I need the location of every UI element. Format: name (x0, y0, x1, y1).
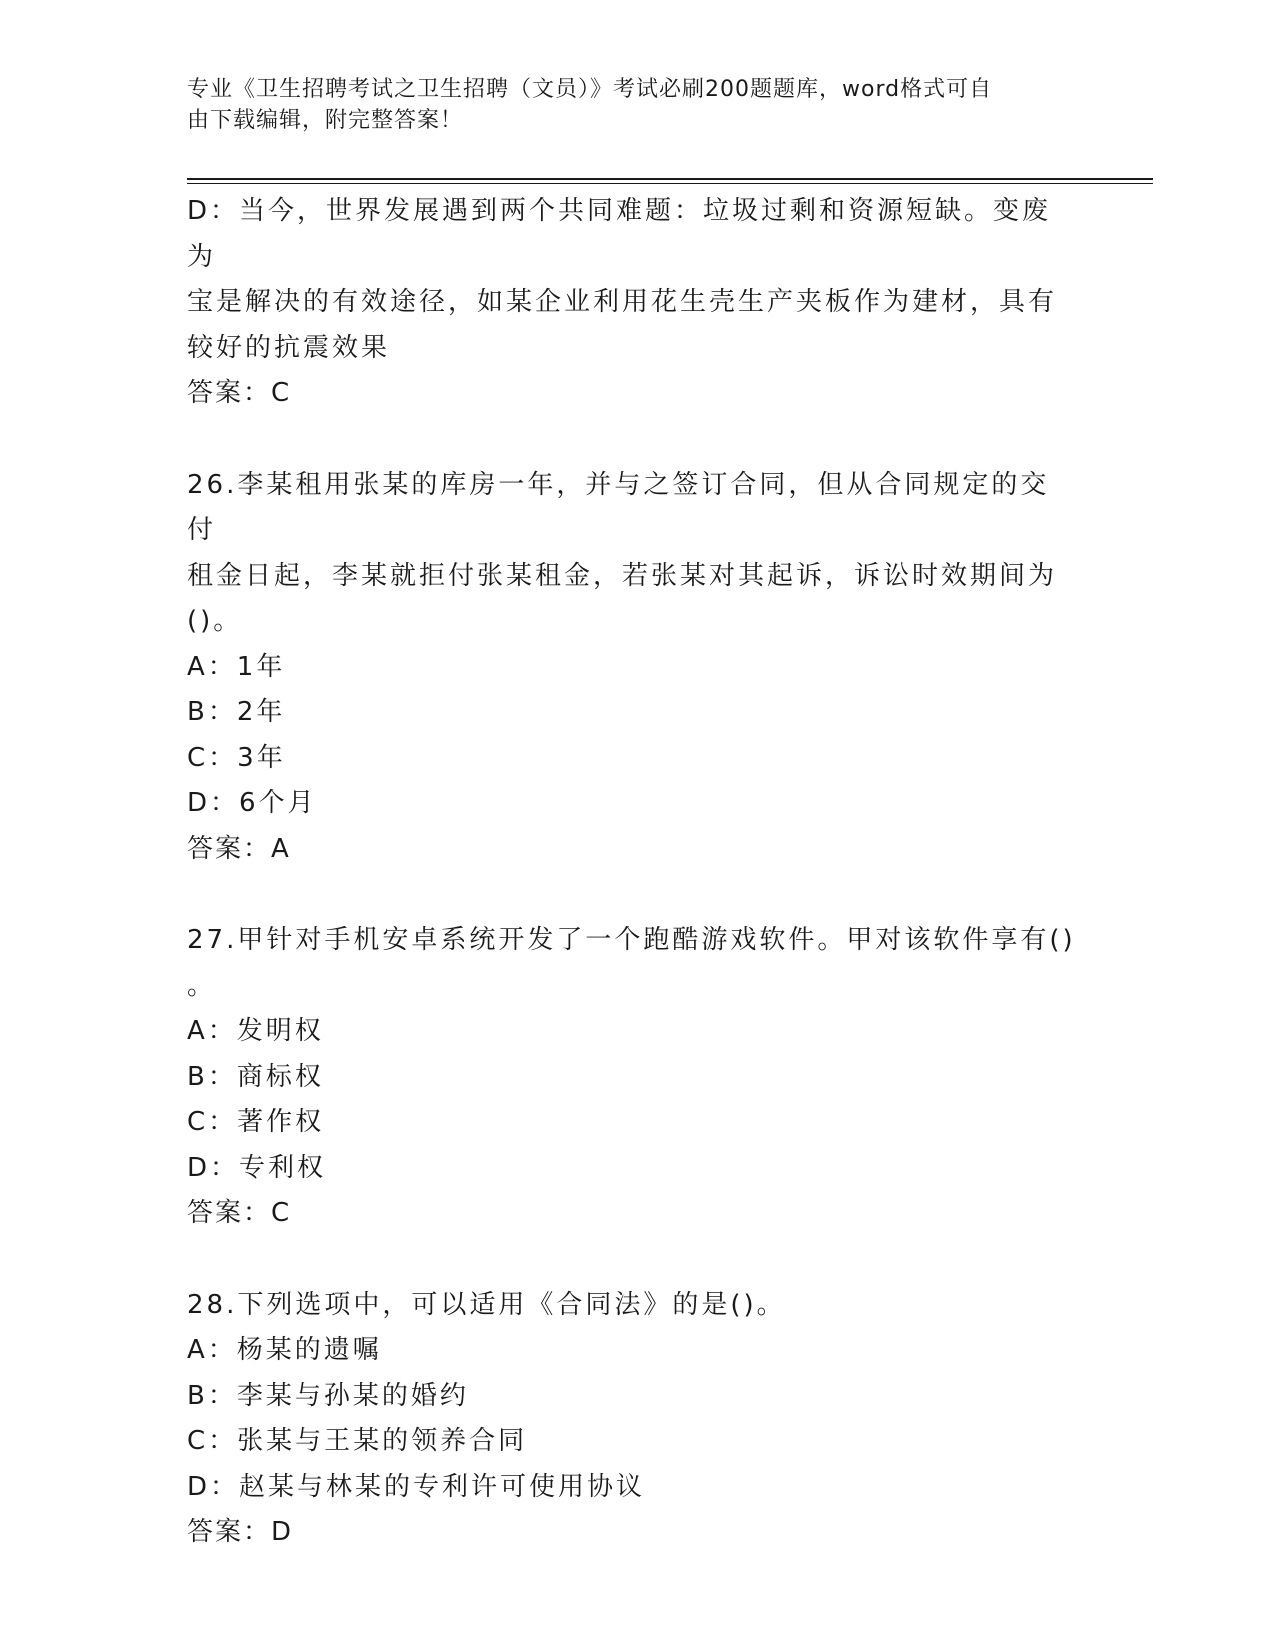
question-stem-line: 。 (187, 970, 217, 1001)
question-stem-line: 27.甲针对手机安卓系统开发了一个跑酷游戏软件。甲对该软件享有() (187, 925, 1076, 955)
answer-line: 答案：D (187, 1517, 294, 1547)
prev-question (187, 189, 1077, 417)
question-stem-line: 28.下列选项中，可以适用《合同法》的是()。 (187, 1289, 786, 1320)
spacer (187, 872, 1077, 918)
answer-line: 答案：A (187, 833, 291, 864)
option-c: C：张某与王某的领养合同 (187, 1426, 528, 1456)
header-divider-thin (187, 183, 1153, 184)
answer-line: 答案：C (187, 378, 292, 408)
option-b: B：商标权 (187, 1061, 324, 1092)
option-a: A：杨某的遗嘱 (187, 1335, 382, 1365)
option-b: B：李某与孙某的婚约 (187, 1380, 469, 1411)
document-header (187, 74, 1067, 136)
option-c: C：著作权 (187, 1107, 325, 1137)
option-d-line-2: 宝是解决的有效途径，如某企业利用花生壳生产夹板作为建材，具有 (187, 287, 1058, 317)
question-content (187, 189, 1077, 1556)
option-a: A：发明权 (187, 1016, 324, 1046)
question-27 (187, 918, 1077, 1237)
header-divider-thick (187, 178, 1153, 180)
option-b: B：2年 (187, 697, 286, 727)
question-stem-line: 租金日起，李某就拒付张某租金，若张某对其起诉，诉讼时效期间为 (187, 560, 1058, 591)
spacer (187, 1237, 1077, 1283)
answer-line: 答案：C (187, 1198, 292, 1228)
spacer (187, 417, 1077, 463)
header-line-1: 专业《卫生招聘考试之卫生招聘（文员）》考试必刷200题题库，word格式可自 (187, 77, 993, 102)
question-28 (187, 1283, 1077, 1556)
option-d: D：6个月 (187, 788, 317, 818)
option-d: D：专利权 (187, 1152, 327, 1183)
option-a: A：1年 (187, 651, 286, 682)
question-stem-line: ()。 (187, 606, 243, 636)
option-c: C：3年 (187, 742, 286, 773)
option-d-line-3: 较好的抗震效果 (187, 332, 391, 363)
option-d: D：赵某与林某的专利许可使用协议 (187, 1471, 646, 1502)
header-line-2: 由下载编辑，附完整答案！ (187, 108, 464, 133)
question-stem-line: 26.李某租用张某的库房一年，并与之签订合同，但从合同规定的交付 (187, 469, 1050, 545)
option-d-line-1: D：当今，世界发展遇到两个共同难题：垃圾过剩和资源短缺。变废为 (187, 196, 1052, 272)
question-26 (187, 463, 1077, 873)
